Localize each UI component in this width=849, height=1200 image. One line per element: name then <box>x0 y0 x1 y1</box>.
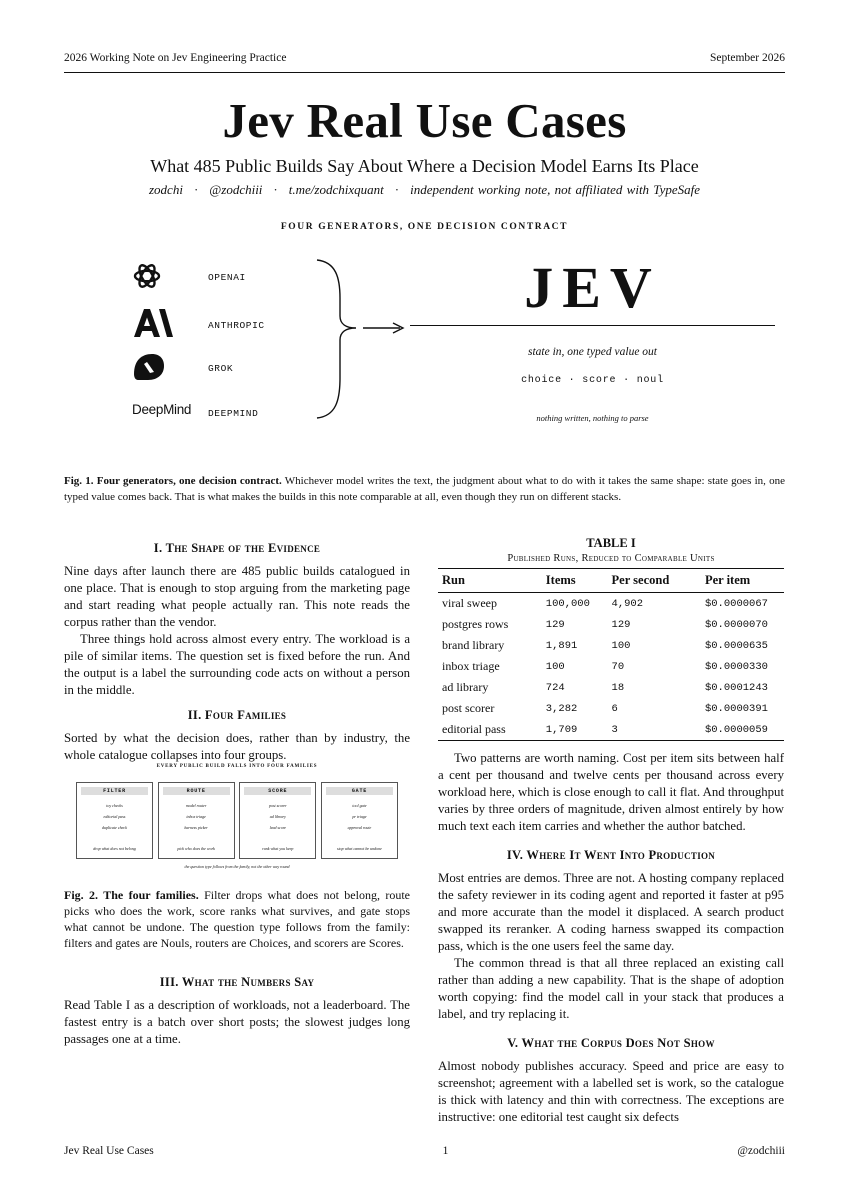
paragraph: Sorted by what the decision does, rather than by industry, the whole catalogue collapses into four groups. <box>64 731 410 762</box>
paper-title: Jev Real Use Cases <box>222 93 627 148</box>
figure2-caption <box>64 887 410 951</box>
table-row <box>438 656 784 677</box>
table-cell: $0.0000070 <box>704 618 768 631</box>
table-cell: 100 <box>545 660 565 673</box>
table-cell: 4,902 <box>611 597 644 610</box>
table-cell: $0.0000330 <box>704 660 768 673</box>
table1-title: TABLE I <box>586 536 636 550</box>
top-rule <box>64 72 785 73</box>
table-cell: 6 <box>611 702 618 715</box>
family-item: model router <box>185 803 207 808</box>
table1-subtitle: Published Runs, Reduced to Comparable Units <box>507 553 715 564</box>
family-item: editorial pass <box>103 814 126 819</box>
family-item: post scorer <box>268 803 287 808</box>
figure1-caption-label: Fig. 1. Four generators, one decision contract. <box>64 475 282 487</box>
anthropic-logo-icon <box>132 308 174 338</box>
paragraph: Two patterns are worth naming. Cost per item sits between half a cent per thousand and twelve cents per thousand across every workload here, which is close enough to call it flat. And throughput varies by three orders of magnitude, driven almost entirely by how much text each item carries and whether the author batched. <box>438 751 784 833</box>
vendor-label-deepmind: DEEPMIND <box>208 408 259 419</box>
table-cell: $0.0000067 <box>704 597 768 610</box>
family-item: approval route <box>347 825 372 830</box>
author-separator: · <box>273 182 278 197</box>
table-cell: post scorer <box>442 701 495 715</box>
paragraph: Most entries are demos. Three are not. A hosting company replaced the safety reviewer in its coding agent and reported it faster at p95 and more accurate than the model it displaced. A search product swapped its reranker. A coding harness swapped its compaction pass, which is the one users feel the same day. <box>438 871 784 953</box>
family-item: pr triage <box>352 814 367 819</box>
author-separator: · <box>193 182 199 197</box>
author-telegram: t.me/zodchixquant <box>288 182 384 197</box>
table-cell: 724 <box>545 681 565 694</box>
family-note: rank what you keep <box>262 846 294 851</box>
running-head <box>64 52 785 64</box>
paragraph: Three things hold across almost every entry. The workload is a pile of similar items. The question set is fixed before the run. And the output is a label the surrounding code acts on without a person in the middle. <box>64 632 410 697</box>
table-row <box>438 635 784 656</box>
author-name: zodchi <box>149 182 183 197</box>
table-cell: $0.0000391 <box>704 702 768 715</box>
table-cell: 3,282 <box>545 702 578 715</box>
table-cell: 129 <box>545 618 565 631</box>
table-row <box>438 593 784 615</box>
brace-arrow-graphic <box>312 258 412 420</box>
family-item: toy checks <box>106 803 123 808</box>
family-item: ad library <box>269 814 286 819</box>
paragraph: Read Table I as a description of workloads, not a leaderboard. The fastest entry is a batch over short posts; the slowest judges long passages one at a time. <box>64 998 410 1046</box>
family-box-gate <box>321 782 398 859</box>
table-header-row <box>438 569 784 593</box>
family-box-filter <box>76 782 153 859</box>
jev-rule <box>410 325 775 326</box>
section-heading: II. Four Families <box>187 708 287 722</box>
section-heading: III. What the Numbers Say <box>159 975 315 989</box>
table-header-cell: Per item <box>701 569 784 593</box>
table-row <box>438 698 784 719</box>
table-cell: 100,000 <box>545 597 590 610</box>
author-note: independent working note, not affiliated with TypeSafe <box>410 182 700 197</box>
family-name: FILTER <box>81 787 148 795</box>
vendor-label-openai: OPENAI <box>208 272 246 283</box>
family-item: lead score <box>269 825 287 830</box>
family-note: drop what does not belong <box>93 846 136 851</box>
table-cell: editorial pass <box>438 719 542 741</box>
table-cell: inbox triage <box>442 659 500 673</box>
jev-note-line: nothing written, nothing to parse <box>536 413 649 423</box>
table-cell: 1,709 <box>542 719 608 741</box>
family-note: stop what cannot be undone <box>337 846 382 851</box>
family-box-route <box>158 782 235 859</box>
table-cell: 70 <box>611 660 625 673</box>
table-cell: 129 <box>611 618 631 631</box>
vendor-label-grok: GROK <box>208 363 234 374</box>
deepmind-logo-icon: DeepMind <box>132 402 192 417</box>
section-heading: I. The Shape of the Evidence <box>153 541 321 555</box>
table-cell: 1,891 <box>545 639 578 652</box>
table-cell: viral sweep <box>442 596 497 610</box>
family-row <box>76 782 398 859</box>
family-item: inbox triage <box>186 814 206 819</box>
jev-types-line: choice · score · noul <box>521 375 664 386</box>
family-note: pick who does the work <box>177 846 215 851</box>
figure2-caption-label: Fig. 2. The four families. <box>64 888 199 902</box>
author-line <box>0 182 849 198</box>
family-item: tool gate <box>352 803 367 808</box>
figure1-heading: FOUR GENERATORS, ONE DECISION CONTRACT <box>280 222 569 232</box>
table-cell: postgres rows <box>442 617 509 631</box>
page-number: 1 <box>442 1145 449 1157</box>
section-heading: IV. Where It Went Into Production <box>506 848 716 862</box>
running-head-left: 2026 Working Note on Jev Engineering Practice <box>64 52 287 64</box>
table-cell: 18 <box>611 681 625 694</box>
table-cell: 100 <box>611 639 631 652</box>
table-header-cell: Run <box>438 569 542 593</box>
table-row <box>438 677 784 698</box>
table-cell: $0.0000059 <box>701 719 784 741</box>
openai-logo-icon <box>132 261 162 291</box>
paragraph: Almost nobody publishes accuracy. Speed and price are easy to screenshot; agreement with a labelled set is work, so the catalogue is thick with latency and thin with correctness. The exceptions are instructive: one editorial test caught six defects <box>438 1059 784 1124</box>
family-name: SCORE <box>244 787 311 795</box>
paper-subtitle: What 485 Public Builds Say About Where a Decision Model Earns Its Place <box>150 156 699 176</box>
table-row <box>438 719 784 741</box>
figure2-diagram <box>76 764 398 876</box>
family-item: harness picker <box>184 825 208 830</box>
paragraph: Nine days after launch there are 485 public builds catalogued in one place. That is enough to stop arguing from the marketing page and start reading what people actually ran. This note reads the corpus rather than the vendor. <box>64 564 410 629</box>
figure2-footnote: the question type follows from the family, not the other way round <box>184 864 290 869</box>
table-row <box>438 614 784 635</box>
page-footer <box>64 1145 785 1157</box>
table-cell: $0.0000635 <box>704 639 768 652</box>
author-separator: · <box>394 182 400 197</box>
table-cell: ad library <box>442 680 489 694</box>
family-item: duplicate check <box>102 825 127 830</box>
table-header-cell: Per second <box>608 569 701 593</box>
table-cell: 3 <box>608 719 701 741</box>
section-heading: V. What the Corpus Does Not Show <box>507 1036 715 1050</box>
running-head-right: September 2026 <box>709 52 785 64</box>
figure1-caption <box>64 473 785 505</box>
vendor-label-anthropic: ANTHROPIC <box>208 320 265 331</box>
table-header-cell: Items <box>542 569 608 593</box>
grok-logo-icon <box>132 352 166 382</box>
jev-label: JEV <box>524 255 661 320</box>
family-box-score <box>239 782 316 859</box>
left-column <box>64 540 410 764</box>
right-column <box>438 750 784 1126</box>
footer-left: Jev Real Use Cases <box>64 1145 154 1157</box>
table-cell: brand library <box>442 638 505 652</box>
jev-contract-line: state in, one typed value out <box>527 346 658 358</box>
family-name: GATE <box>326 787 393 795</box>
author-handle: @zodchiii <box>209 182 263 197</box>
table-cell: $0.0001243 <box>704 681 768 694</box>
left-column-lower <box>64 974 410 1048</box>
footer-right: @zodchiii <box>737 1145 785 1157</box>
figure2-heading: EVERY PUBLIC BUILD FALLS INTO FOUR FAMILIES <box>156 764 318 769</box>
figure2-caption-text: Filter drops what does not belong, route picks who does the work, score ranks what survives, and gate stops what cannot be undone. The question type follows from the family: filters and gates are Nouls, routers are Choices, and scorers are Scores. <box>64 888 410 950</box>
figure1-caption-text: Whichever model writes the text, the judgment about what to do with it takes the same shape: state goes in, one typed value comes back. That is what makes the builds in this note comparable at all, even though they run on different stacks. <box>64 475 785 503</box>
family-name: ROUTE <box>163 787 230 795</box>
table1 <box>438 568 784 741</box>
paragraph: The common thread is that all three replaced an existing call rather than adding a new capability. That is the shape of adoption worth copying: find the model call in your stack that produces a label, and try replacing it. <box>438 956 784 1021</box>
